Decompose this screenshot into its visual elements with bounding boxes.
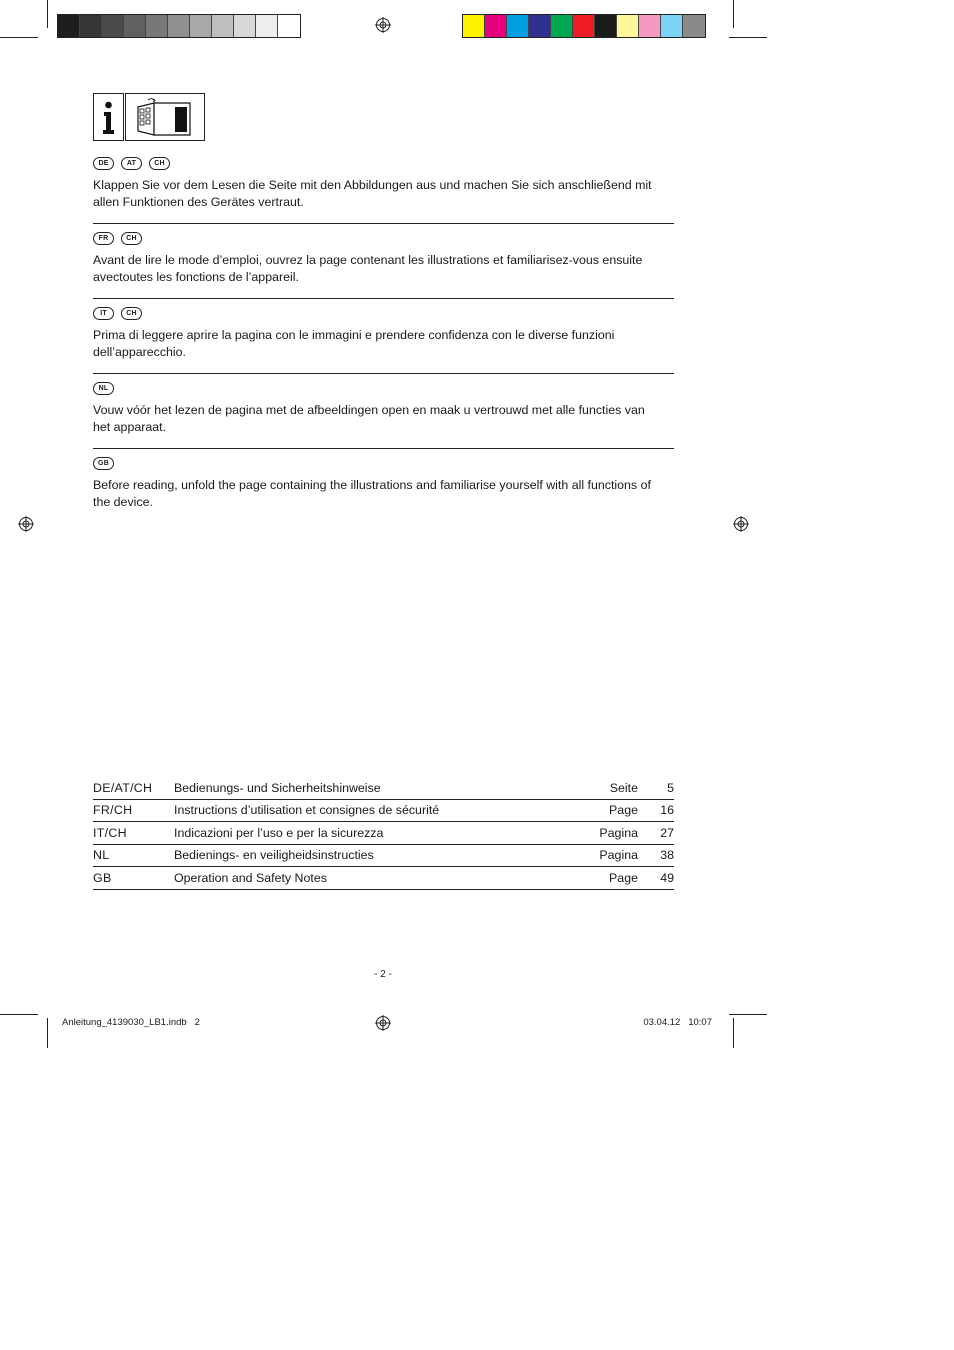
color-swatch bbox=[529, 15, 551, 37]
country-badges bbox=[93, 457, 674, 471]
toc-page-word: Page bbox=[609, 870, 638, 885]
registration-mark-icon bbox=[375, 17, 391, 33]
section-text bbox=[93, 402, 674, 436]
crop-mark bbox=[47, 0, 48, 28]
info-icon bbox=[93, 93, 124, 141]
toc-page-word: Pagina bbox=[599, 848, 638, 863]
color-swatch bbox=[595, 15, 617, 37]
text-line: avectoutes les fonctions de l’appareil. bbox=[93, 270, 299, 284]
divider bbox=[93, 448, 674, 449]
toc-page-number: 38 bbox=[660, 848, 674, 863]
country-badge: DE bbox=[93, 157, 114, 170]
color-swatch bbox=[551, 15, 573, 37]
process-color-bar bbox=[462, 14, 706, 38]
country-badges bbox=[93, 382, 674, 396]
gray-swatch bbox=[212, 15, 234, 37]
crop-mark bbox=[47, 1018, 48, 1048]
toc-row[interactable] bbox=[93, 867, 674, 890]
toc-language-code: NL bbox=[93, 848, 110, 863]
toc-row[interactable] bbox=[93, 800, 674, 823]
gray-swatch bbox=[168, 15, 190, 37]
text-line: Vouw vóór het lezen de pagina met de afbeeldingen open en maak u vertrouwd met alle functies van bbox=[93, 403, 645, 417]
color-swatch bbox=[661, 15, 683, 37]
page-number: - 2 - bbox=[374, 969, 392, 980]
toc-row[interactable] bbox=[93, 777, 674, 800]
country-badge: IT bbox=[93, 307, 114, 320]
country-badges bbox=[93, 232, 674, 246]
country-badge: CH bbox=[121, 232, 142, 245]
toc-page-number: 5 bbox=[667, 780, 674, 795]
country-badges bbox=[93, 307, 674, 321]
registration-mark-icon bbox=[18, 516, 34, 532]
registration-mark-icon bbox=[733, 516, 749, 532]
section-text bbox=[93, 477, 674, 511]
toc-page-number: 27 bbox=[660, 825, 674, 840]
color-swatch bbox=[485, 15, 507, 37]
toc-language-code: FR/CH bbox=[93, 803, 133, 818]
crop-mark bbox=[0, 37, 38, 38]
toc-title: Bedienungs- und Sicherheitshinweise bbox=[174, 780, 381, 795]
country-badge: CH bbox=[121, 307, 142, 320]
gray-swatch bbox=[278, 15, 300, 37]
table-of-contents bbox=[93, 777, 674, 890]
file-slug: Anleitung_4139030_LB1.indb 2 bbox=[62, 1017, 200, 1028]
country-badge: CH bbox=[149, 157, 170, 170]
text-line: the device. bbox=[93, 495, 153, 509]
crop-mark bbox=[733, 1018, 734, 1048]
country-badge: GB bbox=[93, 457, 114, 470]
toc-title: Instructions d’utilisation et consignes de sécurité bbox=[174, 803, 440, 818]
divider bbox=[93, 298, 674, 299]
gray-color-bar bbox=[57, 14, 301, 38]
toc-language-code: DE/AT/CH bbox=[93, 780, 153, 795]
gray-swatch bbox=[234, 15, 256, 37]
country-badge: FR bbox=[93, 232, 114, 245]
toc-page-word: Page bbox=[609, 803, 638, 818]
toc-title: Indicazioni per l’uso e per la sicurezza bbox=[174, 825, 384, 840]
color-swatch bbox=[573, 15, 595, 37]
gray-swatch bbox=[124, 15, 146, 37]
unfold-page-icon bbox=[125, 93, 205, 141]
language-section-nl bbox=[93, 382, 674, 436]
toc-row[interactable] bbox=[93, 845, 674, 868]
crop-mark bbox=[0, 1014, 38, 1015]
gray-swatch bbox=[58, 15, 80, 37]
crop-mark bbox=[733, 0, 734, 28]
crop-mark bbox=[729, 37, 767, 38]
color-swatch bbox=[617, 15, 639, 37]
toc-page-number: 16 bbox=[660, 803, 674, 818]
toc-page-number: 49 bbox=[660, 870, 674, 885]
text-line: het apparaat. bbox=[93, 420, 167, 434]
country-badge: NL bbox=[93, 382, 114, 395]
section-text bbox=[93, 177, 674, 211]
toc-row[interactable] bbox=[93, 822, 674, 845]
divider bbox=[93, 373, 674, 374]
toc-language-code: IT/CH bbox=[93, 825, 127, 840]
language-section-it bbox=[93, 307, 674, 361]
text-line: Avant de lire le mode d’emploi, ouvrez la page contenant les illustrations et familiarisez-vous ensuite bbox=[93, 253, 643, 267]
toc-page-word: Seite bbox=[609, 780, 638, 795]
text-line: allen Funktionen des Gerätes vertraut. bbox=[93, 195, 304, 209]
language-section-de bbox=[93, 157, 674, 211]
toc-page-word: Pagina bbox=[599, 825, 638, 840]
gray-swatch bbox=[80, 15, 102, 37]
text-line: Before reading, unfold the page containing the illustrations and familiarise yourself with all functions of bbox=[93, 478, 651, 492]
text-line: Prima di leggere aprire la pagina con le immagini e prendere confidenza con le diverse funzioni bbox=[93, 328, 615, 342]
toc-language-code: GB bbox=[93, 870, 112, 885]
registration-mark-icon bbox=[375, 1015, 391, 1031]
language-section-gb bbox=[93, 457, 674, 511]
color-swatch bbox=[683, 15, 705, 37]
text-line: dell’apparecchio. bbox=[93, 345, 186, 359]
color-swatch bbox=[507, 15, 529, 37]
crop-mark bbox=[729, 1014, 767, 1015]
country-badge: AT bbox=[121, 157, 142, 170]
gray-swatch bbox=[102, 15, 124, 37]
text-line: Klappen Sie vor dem Lesen die Seite mit den Abbildungen aus und machen Sie sich anschließend mit bbox=[93, 178, 652, 192]
date-slug: 03.04.12 10:07 bbox=[643, 1017, 712, 1028]
color-swatch bbox=[639, 15, 661, 37]
color-swatch bbox=[463, 15, 485, 37]
gray-swatch bbox=[146, 15, 168, 37]
divider bbox=[93, 223, 674, 224]
toc-title: Operation and Safety Notes bbox=[174, 870, 327, 885]
section-text bbox=[93, 327, 674, 361]
section-text bbox=[93, 252, 674, 286]
gray-swatch bbox=[256, 15, 278, 37]
toc-title: Bedienings- en veiligheidsinstructies bbox=[174, 848, 374, 863]
country-badges bbox=[93, 157, 674, 171]
gray-swatch bbox=[190, 15, 212, 37]
language-section-fr bbox=[93, 232, 674, 286]
